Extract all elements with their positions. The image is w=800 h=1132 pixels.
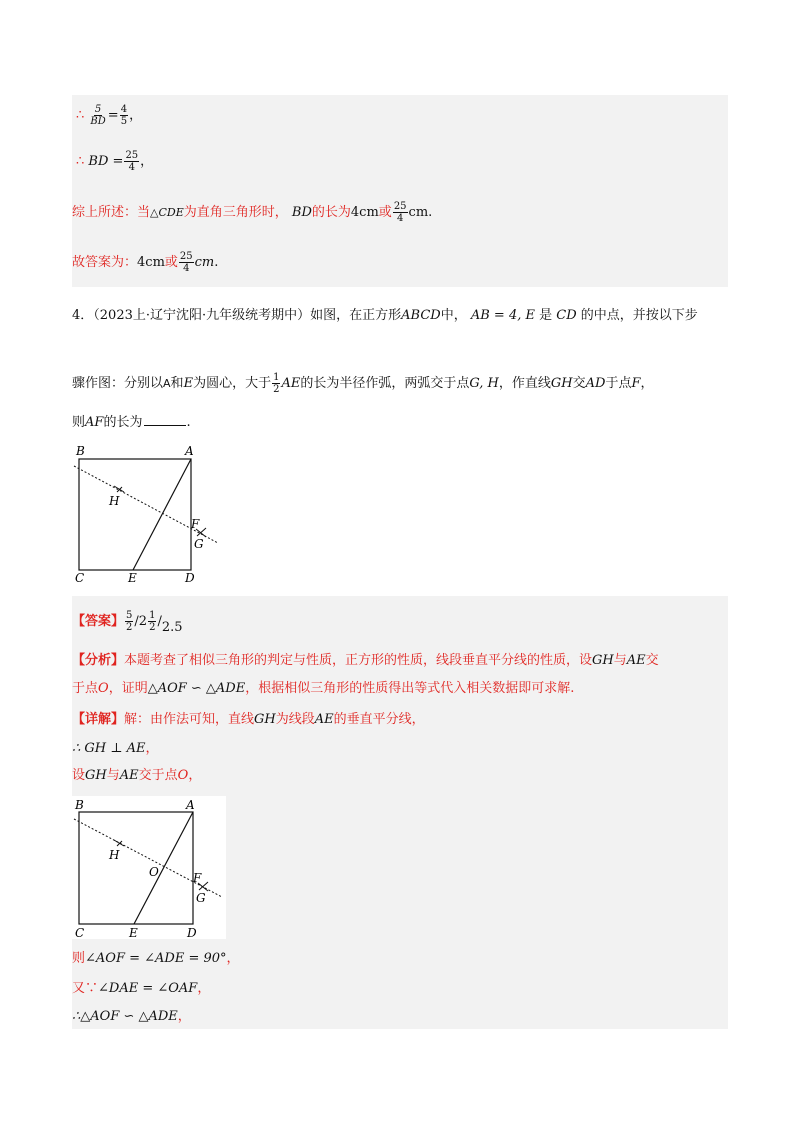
- prev-line-1: ∴ $\frac{5}{BD}$ = $\frac{4}{5}$ ，: [76, 104, 143, 127]
- label-h-2: H: [109, 848, 120, 862]
- question-4-line-3: 则AF的长为 .: [72, 415, 191, 430]
- step-3: 则∠AOF = ∠ADE = 90°，: [72, 951, 240, 966]
- label-f: F: [191, 517, 200, 531]
- step-4: 又∵∠DAE = ∠OAF，: [72, 981, 211, 996]
- label-a: A: [185, 444, 194, 458]
- detail-line: 【详解】解：由作法可知，直线GH为线段AE的垂直平分线，: [72, 712, 425, 727]
- square-abcd: [79, 459, 191, 570]
- label-d: D: [185, 571, 195, 585]
- step-1: ∴ GH ⊥ AE，: [72, 741, 159, 756]
- arc-h-2: [114, 840, 124, 846]
- label-e: E: [128, 571, 137, 585]
- question-figure: [68, 440, 228, 585]
- label-h: H: [109, 494, 120, 508]
- step-2: 设GH与AE交于点O，: [72, 768, 202, 783]
- label-f-2: F: [193, 871, 202, 885]
- segment-ae: [133, 459, 191, 570]
- square-abcd-2: [79, 812, 193, 924]
- analysis-line-2: 于点O，证明△AOF ∽ △ADE，根据相似三角形的性质得出等式代入相关数据即可求解.: [72, 681, 575, 696]
- line-gh: [74, 466, 218, 543]
- question-4-line-1: 4．（2023上·辽宁沈阳·九年级统考期中）如图，在正方形ABCD中， AB = 4, E 是 CD 的中点，并按以下步: [72, 308, 698, 323]
- answer-blank: [144, 425, 186, 426]
- arc-h: [114, 486, 124, 492]
- line-gh-2: [74, 819, 222, 897]
- answer-line: 【答案】 $\frac{5}{2}$ /2 $\frac{1}{2}$ /2.5: [72, 610, 183, 635]
- prev-line-4-final-answer: 故答案为：4cm或 $\frac{25}{4}$ cm.: [72, 251, 219, 274]
- prev-line-2: ∴ BD = $\frac{25}{4}$ ，: [76, 150, 154, 173]
- solution-figure: [72, 796, 226, 939]
- label-d-2: D: [187, 926, 197, 939]
- step-5: ∴△AOF ∽ △ADE，: [72, 1009, 191, 1024]
- segment-ae-2: [134, 812, 193, 924]
- label-g: G: [194, 537, 204, 551]
- label-c-2: C: [75, 926, 85, 939]
- prev-line-3-summary: 综上所述：当△CDE为直角三角形时， BD的长为4cm或 $\frac{25}{4}$ cm.: [72, 201, 433, 224]
- label-c: C: [75, 571, 85, 585]
- label-b-2: B: [75, 798, 84, 812]
- label-g-2: G: [196, 891, 206, 905]
- analysis-line-1: 【分析】本题考查了相似三角形的判定与性质，正方形的性质，线段垂直平分线的性质，设GH与AE交: [72, 653, 659, 668]
- label-a-2: A: [186, 798, 195, 812]
- label-b: B: [76, 444, 85, 458]
- question-4-line-2: 骤作图：分别以A和E为圆心，大于 $\frac{1}{2}$ AE的长为半径作弧，两弧交于点G, H，作直线GH交AD于点F，: [72, 372, 654, 395]
- label-o: O: [149, 865, 159, 879]
- label-e-2: E: [129, 926, 138, 939]
